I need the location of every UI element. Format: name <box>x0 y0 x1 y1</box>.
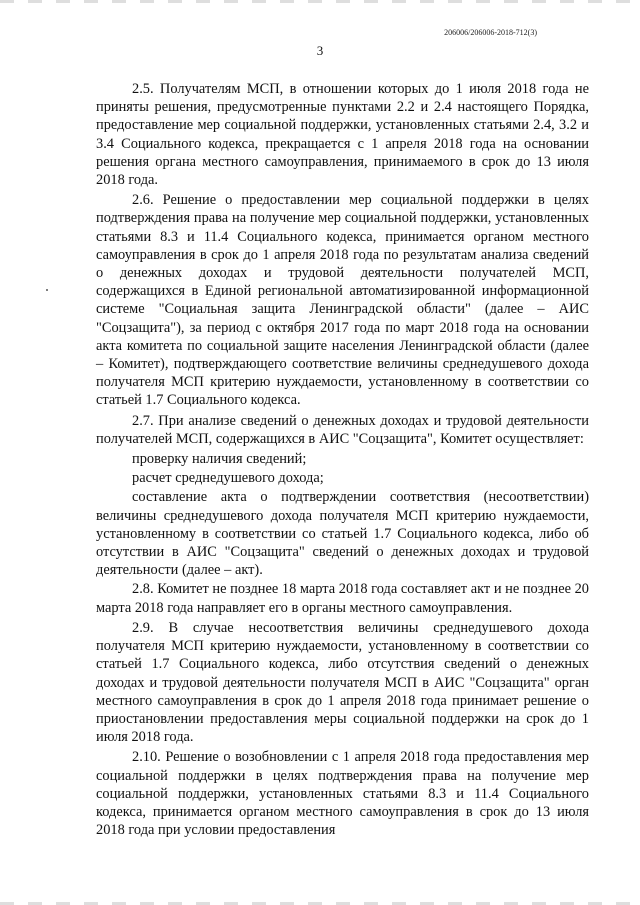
document-body <box>96 80 589 841</box>
list-item: расчет среднедушевого дохода; <box>132 470 324 487</box>
margin-mark <box>46 289 48 291</box>
paragraph-2-6: 2.6. Решение о предоставлении мер социальной поддержки в целях подтверждения права на получение мер социальной поддержки, установленных статьями 8.3 и 11.4 Социального кодекса, принимается органом местного самоуправления в срок до 1 апреля 2018 года по результатам анализа сведений о денежных доходах и трудовой деятельности получателей МСП, содержащихся в Единой региональной автоматизированной информационной системе "Социальная защита Ленинградской области" (далее – АИС "Соцзащита"), за период с октября 2017 года по март 2018 года на основании акта комитета по социальной защите населения Ленинградской области (далее – Комитет), подтверждающего соответствие величины среднедушевого дохода получателя МСП критерию нуждаемости, установленному в соответствии со статьей 1.7 Социального кодекса. <box>96 192 589 409</box>
document-id: 206006/206006-2018-712(3) <box>444 28 537 37</box>
paragraph-2-8: 2.8. Комитет не позднее 18 марта 2018 года составляет акт и не позднее 20 марта 2018 года направляет его в органы местного самоуправления. <box>96 581 589 616</box>
scan-artifact-top <box>0 0 640 3</box>
list-item: проверку наличия сведений; <box>132 451 307 468</box>
list-item: составление акта о подтверждении соответствия (несоответствии) величины среднедушевого дохода получателя МСП критерию нуждаемости, установленному в соответствии со статьей 1.7 Социального кодекса, либо об отсутствии в АИС "Соцзащита" сведений о денежных доходах и трудовой деятельности (далее – акт). <box>96 489 589 579</box>
paragraph-2-5: 2.5. Получателям МСП, в отношении которых до 1 июля 2018 года не приняты решения, предусмотренные пунктами 2.2 и 2.4 настоящего Порядка, предоставление мер социальной поддержки, установленных статьями 2.4, 3.2 и 3.4 Социального кодекса, прекращается с 1 апреля 2018 года на основании решения органа местного самоуправления, принимаемого в срок до 13 июля 2018 года. <box>96 81 589 189</box>
paragraph-2-10: 2.10. Решение о возобновлении с 1 апреля 2018 года предоставления мер социальной поддержки в целях подтверждения права на получение мер социальной поддержки, установленных статьями 8.3 и 11.4 Социального кодекса, принимается органом местного самоуправления в срок до 13 июля 2018 года при условии предоставления <box>96 749 589 839</box>
page-number: 3 <box>316 43 324 58</box>
paragraph-2-7: 2.7. При анализе сведений о денежных доходах и трудовой деятельности получателей МСП, содержащихся в АИС "Соцзащита", Комитет осуществляет: <box>96 412 589 447</box>
paragraph-2-9: 2.9. В случае несоответствия величины среднедушевого дохода получателя МСП критерию нуждаемости, установленному в соответствии со статьей 1.7 Социального кодекса, либо отсутствия сведений о денежных доходах и трудовой деятельности получателя МСП в АИС "Соцзащита" орган местного самоуправления в срок до 1 апреля 2018 года принимает решение о приостановлении предоставления меры социальной поддержки на срок до 1 июля 2018 года. <box>96 619 589 746</box>
